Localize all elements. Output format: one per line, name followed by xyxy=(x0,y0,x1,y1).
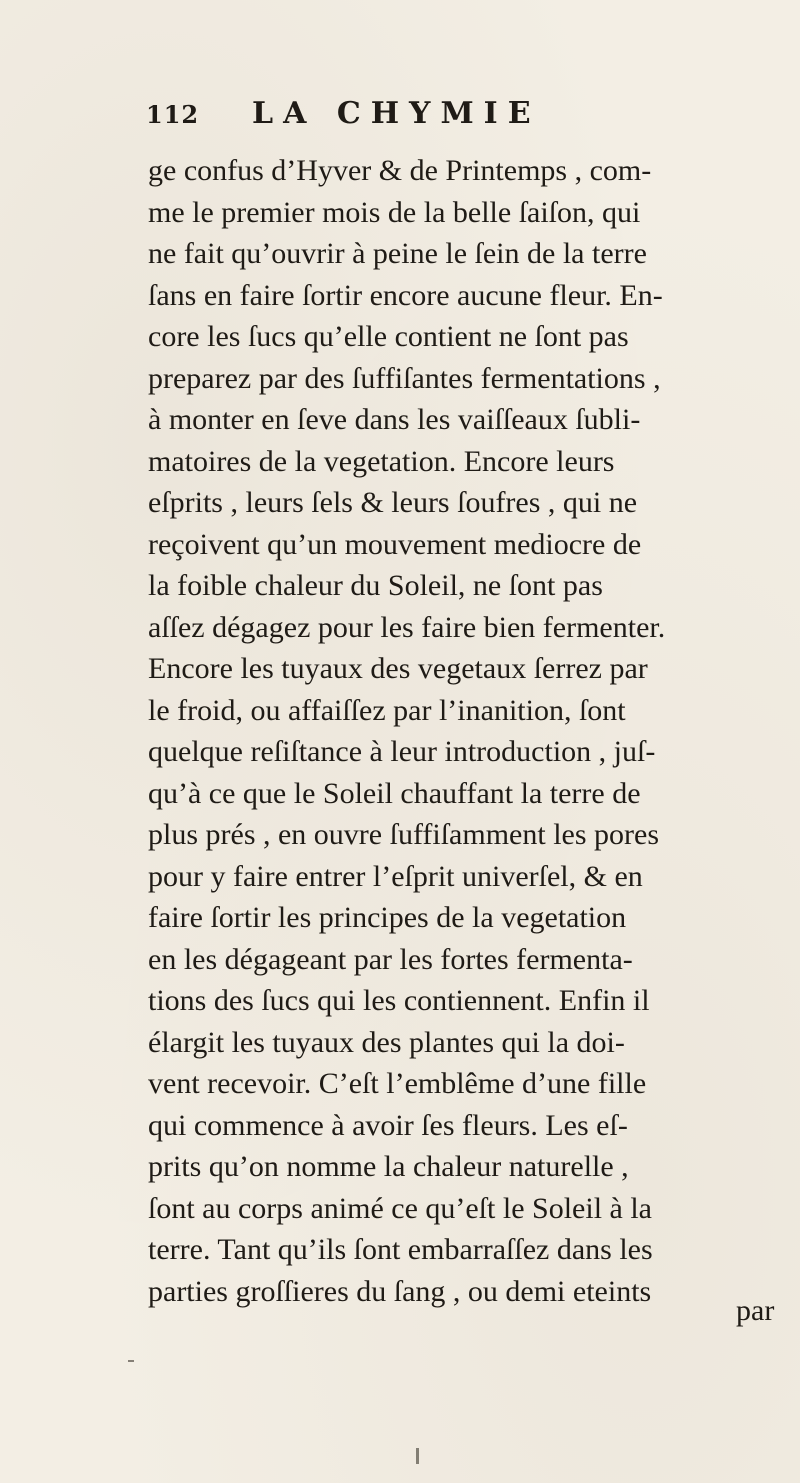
text-line: eſprits , leurs ſels & leurs ſoufres , qui ne xyxy=(148,486,638,519)
text-line: prits qu’on nomme la chaleur naturelle , xyxy=(148,1150,629,1183)
text-line: Encore les tuyaux des vegetaux ſerrez par xyxy=(148,652,648,685)
text-line: quelque reſiſtance à leur introduction , juſ- xyxy=(148,735,656,768)
text-line: matoires de la vegetation. Encore leurs xyxy=(148,444,615,478)
text-line: le froid, ou affaiſſez par l’inanition, ſont xyxy=(148,693,626,727)
text-line: qu’à ce que le Soleil chauffant la terre de xyxy=(148,776,641,810)
text-line: qui commence à avoir ſes fleurs. Les eſ- xyxy=(148,1108,628,1142)
text-line: preparez par des ſuffiſantes fermentations , xyxy=(148,361,661,395)
text-line: élargit les tuyaux des plantes qui la doi- xyxy=(148,1025,625,1059)
page-header xyxy=(146,96,666,144)
text-line: plus prés , en ouvre ſuffiſamment les pores xyxy=(148,818,659,851)
page-number: 112 xyxy=(146,100,200,129)
text-line: ſans en faire ſortir encore aucune fleur. En- xyxy=(148,278,663,312)
text-line: ſont au corps animé ce qu’eſt le Soleil à la xyxy=(148,1191,652,1225)
text-line: ge confus d’Hyver & de Printemps , com- xyxy=(148,154,652,187)
text-line: terre. Tant qu’ils ſont embarraſſez dans les xyxy=(148,1233,653,1266)
text-line: faire ſortir les principes de la vegetation xyxy=(148,901,627,934)
running-title: LA CHYMIE xyxy=(252,96,541,131)
text-line: aſſez dégagez pour les faire bien fermenter. xyxy=(148,610,666,644)
text-line: core les ſucs qu’elle contient ne ſont pas xyxy=(148,320,629,353)
text-line: à monter en ſeve dans les vaiſſeaux ſubli- xyxy=(148,403,641,436)
text-line: parties groſſieres du ſang , ou demi eteints xyxy=(148,1274,652,1308)
text-line: pour y faire entrer l’eſprit univerſel, & en xyxy=(148,859,643,893)
text-line: reçoivent qu’un mouvement mediocre de xyxy=(148,527,642,561)
text-line: en les dégageant par les fortes fermenta- xyxy=(148,942,633,976)
body-text xyxy=(148,150,788,1312)
ink-speck xyxy=(128,1360,134,1362)
text-line: vent recevoir. C’eſt l’emblême d’une fille xyxy=(148,1067,647,1100)
ink-speck xyxy=(416,1448,419,1464)
text-line: ne fait qu’ouvrir à peine le ſein de la terre xyxy=(148,237,647,270)
text-line: me le premier mois de la belle ſaiſon, qui xyxy=(148,195,641,229)
text-line: la foible chaleur du Soleil, ne ſont pas xyxy=(148,569,603,602)
catchword: par xyxy=(736,1294,775,1327)
text-line: tions des ſucs qui les contiennent. Enfin il xyxy=(148,984,650,1017)
